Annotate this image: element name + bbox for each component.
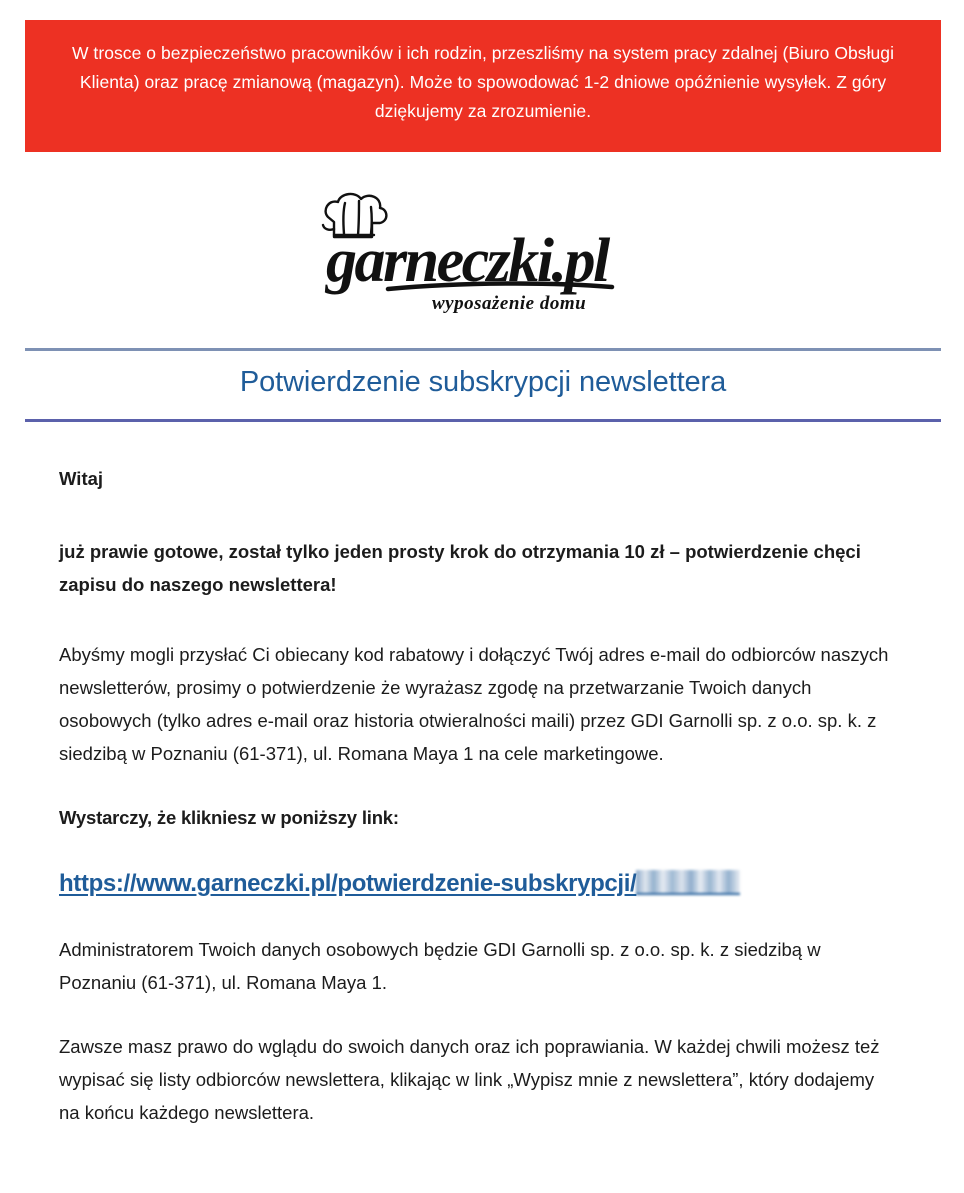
logo-wrap [312, 189, 652, 314]
confirm-link-line [59, 867, 889, 901]
divider-top [25, 348, 941, 351]
email-body [59, 462, 889, 1129]
spacer [59, 601, 889, 638]
logo-tagline: wyposażenie domu [432, 292, 587, 314]
spacer [59, 834, 889, 867]
spacer [59, 495, 889, 535]
covid-notice-banner [25, 20, 941, 152]
redacted-token-blur [636, 870, 740, 895]
confirm-subscription-link[interactable]: https://www.garneczki.pl/potwierdzenie-subskrypcji/ [59, 870, 637, 897]
instruction-subheading: Wystarczy, że klikniesz w poniższy link: [59, 807, 399, 828]
brand-logo [0, 176, 964, 326]
logo-wordmark: garneczki.pl [326, 226, 608, 295]
greeting-text: Witaj [59, 468, 104, 489]
rights-paragraph: Zawsze masz prawo do wglądu do swoich danych oraz ich poprawiania. W każdej chwili możesz też wypisać się listy odbiorców newslettera, klikając w link „Wypisz mnie z newslettera”, który dodajemy na końcu każdego newslettera. [59, 1036, 880, 1123]
spacer [59, 901, 889, 933]
lead-paragraph: już prawie gotowe, został tylko jeden prosty krok do otrzymania 10 zł – potwierdzenie chęci zapisu do naszego newslettera! [59, 541, 861, 595]
divider-bottom [25, 419, 941, 422]
administrator-paragraph: Administratorem Twoich danych osobowych będzie GDI Garnolli sp. z o.o. sp. k. z siedzibą w Poznaniu (61-371), ul. Romana Maya 1. [59, 939, 821, 993]
garneczki-logo-svg [312, 189, 652, 314]
consent-paragraph: Abyśmy mogli przysłać Ci obiecany kod rabatowy i dołączyć Twój adres e-mail do odbiorców naszych newsletterów, prosimy o potwierdzenie że wyrażasz zgodę na przetwarzanie Twoich danych osobowych (tylko adres e-mail oraz historia otwieralności maili) przez GDI Garnolli sp. z o.o. sp. k. z siedzibą w Poznaniu (61-371), ul. Romana Maya 1 na cele marketingowe. [59, 644, 889, 764]
notice-text: W trosce o bezpieczeństwo pracowników i ich rodzin, przeszliśmy na system pracy zdalnej (Biuro Obsługi Klienta) oraz pracę zmianową (magazyn). Może to spowodować 1-2 dniowe opóźnienie wysyłek. Z góry dziękujemy za zrozumienie. [71, 42, 895, 121]
spacer [59, 770, 889, 801]
spacer [59, 999, 889, 1030]
page-title: Potwierdzenie subskrypcji newslettera [239, 366, 727, 398]
